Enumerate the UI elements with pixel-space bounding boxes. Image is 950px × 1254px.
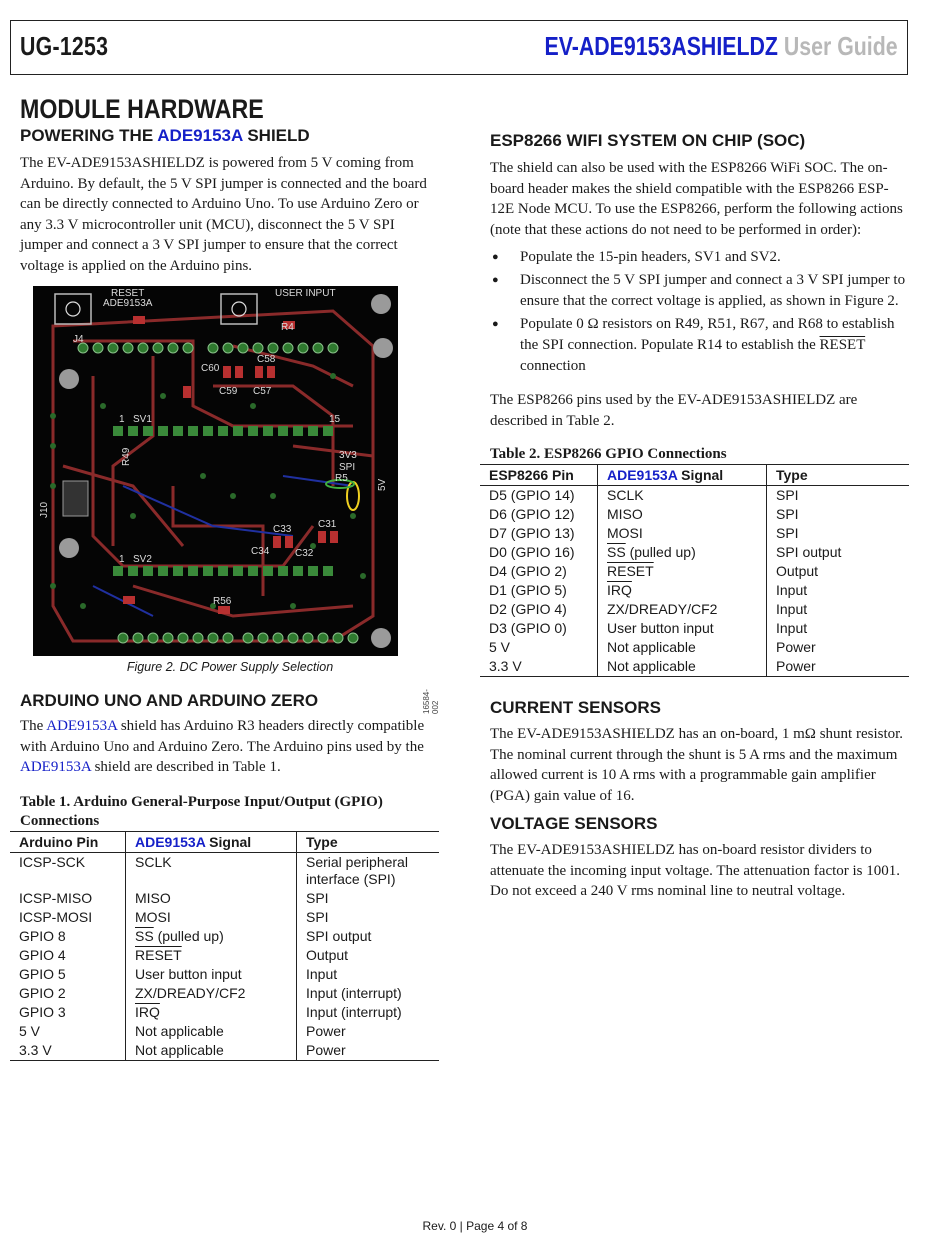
table-row [10,927,439,946]
arduino-body-post: shield are described in Table 1. [90,759,281,775]
cell-type: SPI [767,486,910,506]
right-column [490,130,910,902]
cell-type: SPI [767,505,910,524]
table-row [10,965,439,984]
cell-signal: ZX/DREADY/CF2 [126,984,297,1003]
section-title-esp8266: ESP8266 WIFI SYSTEM ON CHIP (SOC) [490,131,806,150]
cell-pin: D0 (GPIO 16) [489,544,575,560]
table-row [480,638,909,657]
cell-pin: ICSP-SCK [19,853,86,870]
cell-type: Input [297,965,440,984]
table-1-caption: Table 1. Arduino General-Purpose Input/Output (GPIO) Connections [20,793,383,829]
ade9153a-link[interactable]: ADE9153A [46,718,118,734]
table-row [10,1003,439,1022]
cell-signal: SCLK [598,486,767,506]
cell-pin: 5 V [489,639,511,655]
col-header-pin: ESP8266 Pin [480,465,598,486]
cell-pin: D1 (GPIO 5) [489,582,567,598]
label-c59: C59 [219,386,238,397]
cell-type: Output [297,946,440,965]
cell-signal: User button input [126,965,297,984]
arduino-body [20,716,440,778]
ade9153a-link[interactable]: ADE9153A [157,126,243,145]
voltage-body: The EV-ADE9153ASHIELDZ has on-board resistor dividers to attenuate the incoming input voltage. The attenuation factor is 1001. Do not exceed a 240 V rms nominal line to neutral voltage. [490,842,901,899]
label-5v: 5V [377,478,388,491]
table-row [480,505,909,524]
table-header-row [10,831,439,852]
cell-type: SPI output [767,543,910,562]
label-user-input: USER INPUT [275,288,336,299]
cell-type: Power [297,1041,440,1061]
cell-signal [598,543,767,562]
label-r49: R49 [121,447,132,466]
figure-id: 16584-002 [422,689,440,714]
cell-type: Input [767,581,910,600]
cell-pin: ICSP-MOSI [19,908,93,925]
bullet3-post: connection [520,358,586,374]
cell-type: Input (interrupt) [297,984,440,1003]
cell-signal [598,581,767,600]
ade9153a-link[interactable]: ADE9153A [607,467,678,483]
cell-pin: GPIO 3 [19,1003,66,1020]
label-c57: C57 [253,386,272,397]
table-row [480,524,909,543]
cell-signal [126,927,297,946]
table-row [480,657,909,677]
cell-signal: Not applicable [598,638,767,657]
table-2-caption: Table 2. ESP8266 GPIO Connections [490,446,727,462]
ade9153a-link[interactable]: ADE9153A [20,759,91,775]
signal-overbar: $\overline{SS}$ [607,544,626,560]
table-row [10,1022,439,1041]
cell-signal: ZX/DREADY/CF2 [598,600,767,619]
cell-pin: 3.3 V [480,657,598,677]
table-row [480,562,909,581]
label-c31: C31 [318,519,337,530]
powering-body: The EV-ADE9153ASHIELDZ is powered from 5 V coming from Arduino. By default, the 5 V SPI jumper is connected and the board can be directly connected to Arduino Uno. To use Arduino Zero or any 3.3 V microcontroller unit (MCU), disconnect the 5 V SPI jumper and connect a 3 V SPI jumper to ensure that the correct voltage is applied on the Arduino pins. [20,155,427,274]
label-chip: ADE9153A [103,298,153,309]
cell-signal: User button input [598,619,767,638]
signal-overbar: $\overline{IRQ}$ [607,582,632,598]
table-row [480,486,909,506]
cell-pin: D7 (GPIO 13) [489,525,575,541]
label-sv1-num15: 15 [329,414,341,425]
cell-signal [126,946,297,965]
cell-pin: GPIO 4 [19,946,66,963]
list-item: ● Populate the 15-pin headers, SV1 and SV2. [490,247,910,268]
powering-title-pre: POWERING THE [20,126,158,145]
col-header-pin: Arduino Pin [10,831,126,852]
cell-signal: SCLK [126,852,297,889]
label-c60: C60 [201,363,220,374]
label-r56: R56 [213,596,232,607]
table-row [480,619,909,638]
col-header-signal-suffix: Signal [677,467,724,483]
cell-type: Input [767,619,910,638]
page-header [10,20,908,75]
figure-2-pcb-image [33,286,398,656]
table-row [10,984,439,1003]
cell-type: SPI [297,889,440,908]
esp-action-list [490,247,910,377]
table-row [10,889,439,908]
table-2 [480,464,909,677]
cell-signal: MOSI [126,908,297,927]
esp-body: The shield can also be used with the ESP8266 WiFi SOC. The on-board header makes the shield compatible with the ESP8266 ESP-12E Node MCU. To use the ESP8266, perform the following actions (note that these actions do not need to be performed in order): [490,160,903,238]
col-header-signal-suffix: Signal [205,833,252,850]
signal-overbar: $\overline{IRQ}$ [135,1003,160,1020]
section-title-arduino: ARDUINO UNO AND ARDUINO ZERO [20,691,319,710]
section-title-current-sensors: CURRENT SENSORS [490,698,661,717]
cell-signal: MOSI [598,524,767,543]
signal-overbar: RESET [819,337,866,353]
col-header-type: Type [767,465,910,486]
arduino-body-mid: shield has Arduino R3 headers directly compatible with Arduino Uno and Arduino Zero. The Arduino pins used by the [20,718,425,755]
label-sv2-num1: 1 [119,554,125,565]
cell-type: Input [767,600,910,619]
doc-number: UG-1253 [20,31,109,61]
cell-pin: D6 (GPIO 12) [489,506,575,522]
cell-signal: MISO [598,505,767,524]
cell-type: SPI [767,524,910,543]
label-j4: J4 [73,334,84,345]
signal-rest: (pulled up) [625,544,696,560]
table-row [10,852,439,889]
label-j10: J10 [39,501,50,518]
cell-pin: GPIO 8 [19,927,66,944]
ade9153a-link[interactable]: ADE9153A [135,833,206,850]
table-row [10,946,439,965]
cell-signal [598,562,767,581]
label-3v3: 3V3 [339,450,357,461]
col-header-signal [598,465,767,486]
col-header-type: Type [297,831,440,852]
list-item [490,314,910,377]
cell-type: Power [297,1022,440,1041]
section-title-module-hardware: MODULE HARDWARE [20,94,264,124]
bullet3-pre: Populate 0 Ω resistors on R49, R51, R67, and R68 to establish the SPI connection. Populate R14 to establish the [520,316,895,353]
cell-signal: MISO [126,889,297,908]
label-r5: R5 [335,473,348,484]
table-1 [10,831,439,1061]
cell-type: Power [767,657,910,677]
page-footer: Rev. 0 | Page 4 of 8 [422,1219,528,1233]
label-r4: R4 [281,322,294,333]
cell-type: SPI [297,908,440,927]
cell-pin: ICSP-MISO [19,889,93,906]
cell-pin: GPIO 5 [19,965,66,982]
cell-type: Power [767,638,910,657]
cell-type: Output [767,562,910,581]
table-row [10,1041,439,1061]
signal-rest: (pulled up) [153,927,224,944]
cell-type: Input (interrupt) [297,1003,440,1022]
signal-overbar: RESET [135,946,182,963]
arduino-body-pre: The [20,718,47,734]
table-row [480,581,909,600]
cell-pin: D3 (GPIO 0) [489,620,567,636]
label-reset: RESET [111,288,145,299]
pcb-layout-drawing [33,286,398,656]
signal-overbar: $\overline{SS}$ [135,927,154,944]
label-c58: C58 [257,354,276,365]
cell-pin: D2 (GPIO 4) [489,601,567,617]
label-c32: C32 [295,548,314,559]
label-c34: C34 [251,546,270,557]
esp-after: The ESP8266 pins used by the EV-ADE9153ASHIELDZ are described in Table 2. [490,392,858,429]
cell-type: SPI output [297,927,440,946]
doc-title [545,31,898,62]
cell-pin: 3.3 V [10,1041,126,1061]
header-pads-sv1 [113,426,333,436]
table-header-row [480,465,909,486]
label-c33: C33 [273,524,292,535]
section-title-voltage-sensors: VOLTAGE SENSORS [490,814,658,833]
cell-pin: 5 V [19,1022,41,1039]
table-row [10,908,439,927]
table-row [480,543,909,562]
col-header-signal [126,831,297,852]
label-sv1-num1: 1 [119,414,125,425]
section-title-powering [20,125,440,147]
cell-pin: D4 (GPIO 2) [489,563,567,579]
cell-signal [126,1003,297,1022]
part-number-link[interactable]: EV-ADE9153ASHIELDZ [544,31,779,61]
cell-pin: GPIO 2 [19,984,66,1001]
signal-overbar: RESET [607,563,654,579]
current-body: The EV-ADE9153ASHIELDZ has an on-board, 1 mΩ shunt resistor. The nominal current through the shunt is 5 A rms and the maximum allowed current is 10 A rms with a programmable gain amplifier (PGA) gain value of 16. [490,726,904,804]
label-sv1: SV1 [133,414,152,425]
cell-signal: Not applicable [126,1041,297,1061]
cell-pin: D5 (GPIO 14) [489,487,575,503]
cell-signal: Not applicable [598,657,767,677]
powering-title-post: SHIELD [242,126,310,145]
figure-2-caption: Figure 2. DC Power Supply Selection [126,660,334,674]
cell-signal: Not applicable [126,1022,297,1041]
label-spi: SPI [339,462,356,473]
cell-type: Serial peripheral interface (SPI) [297,852,440,889]
left-column [20,94,440,1061]
table-row [480,600,909,619]
label-sv2: SV2 [133,554,152,565]
doc-type: User Guide [784,31,898,61]
header-pads-sv2 [113,566,333,576]
list-item: ● Disconnect the 5 V SPI jumper and connect a 3 V SPI jumper to ensure that the correct voltage is applied, as shown in Figure 2. [490,270,910,312]
